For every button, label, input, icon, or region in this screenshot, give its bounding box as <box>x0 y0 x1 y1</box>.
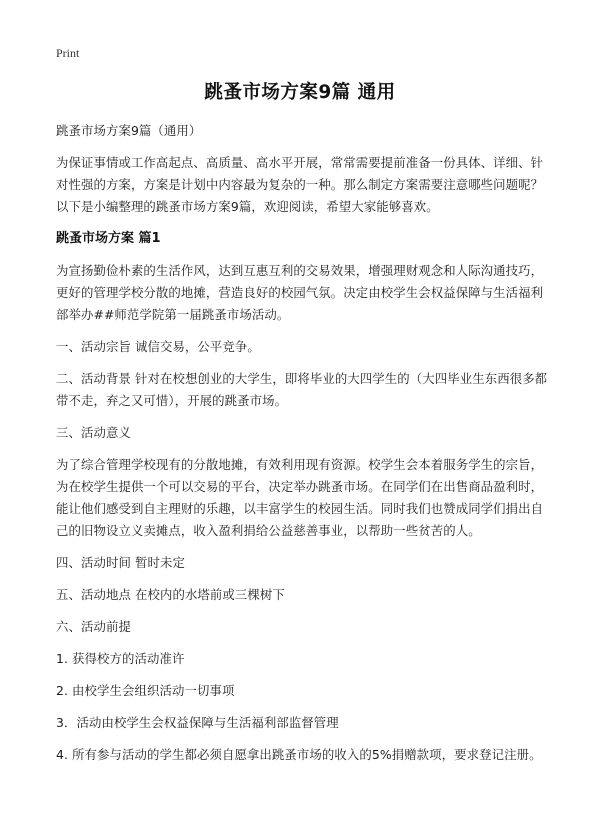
list-item: 3．活动由校学生会权益保障与生活福利部监督管理 <box>56 715 339 730</box>
paragraph-time: 四、活动时间 暂时未定 <box>56 555 185 570</box>
section-heading: 跳蚤市场方案 篇1 <box>56 231 161 246</box>
list-item: 1. 获得校方的活动准许 <box>56 651 185 666</box>
document-body <box>56 120 548 776</box>
document-subtitle: 跳蚤市场方案9篇（通用） <box>56 123 202 138</box>
paragraph-significance: 为了综合管理学校现有的分散地摊，有效利用现有资源。校学生会本着服务学生的宗旨，为在校学生提供一个可以交易的平台，决定举办跳蚤市场。在同学们在出售商品盈利时，能让他们感受到自主理财的乐趣，以丰富学生的校园生活。同时我们也赞成同学们捐出自己的旧物设立义卖摊点，收入盈利捐给公益慈善事业，以帮助一些贫苦的人。 <box>56 457 544 538</box>
print-label: Print <box>56 46 80 60</box>
paragraph-background: 二、活动背景 针对在校想创业的大学生，即将毕业的大四学生的（大四毕业生东西很多都带不走，弃之又可惜），开展的跳蚤市场。 <box>56 371 548 408</box>
list-item: 2. 由校学生会组织活动一切事项 <box>56 683 235 698</box>
paragraph-significance-heading: 三、活动意义 <box>56 425 131 440</box>
paragraph-prerequisites-heading: 六、活动前提 <box>56 619 131 634</box>
paragraph-location: 五、活动地点 在校内的水塔前或三棵树下 <box>56 587 285 602</box>
document-title: 跳蚤市场方案9篇 通用 <box>204 82 396 103</box>
list-item: 4. 所有参与活动的学生都必须自愿拿出跳蚤市场的收入的5%捐赠款项，要求登记注册。 <box>56 747 542 762</box>
intro-paragraph: 为保证事情或工作高起点、高质量、高水平开展，常常需要提前准备一份具体、详细、针对性强的方案，方案是计划中内容最为复杂的一种。那么制定方案需要注意哪些问题呢？以下是小编整理的跳蚤市场方案9篇，欢迎阅读，希望大家能够喜欢。 <box>56 155 544 214</box>
paragraph-purpose: 为宣扬勤俭朴素的生活作风，达到互惠互利的交易效果，增强理财观念和人际沟通技巧，更好的管理学校分散的地摊，营造良好的校园气氛。决定由校学生会权益保障与生活福利部举办##师范学院第一届跳蚤市场活动。 <box>56 263 544 322</box>
paragraph-objective: 一、活动宗旨 诚信交易，公平竞争。 <box>56 339 260 354</box>
